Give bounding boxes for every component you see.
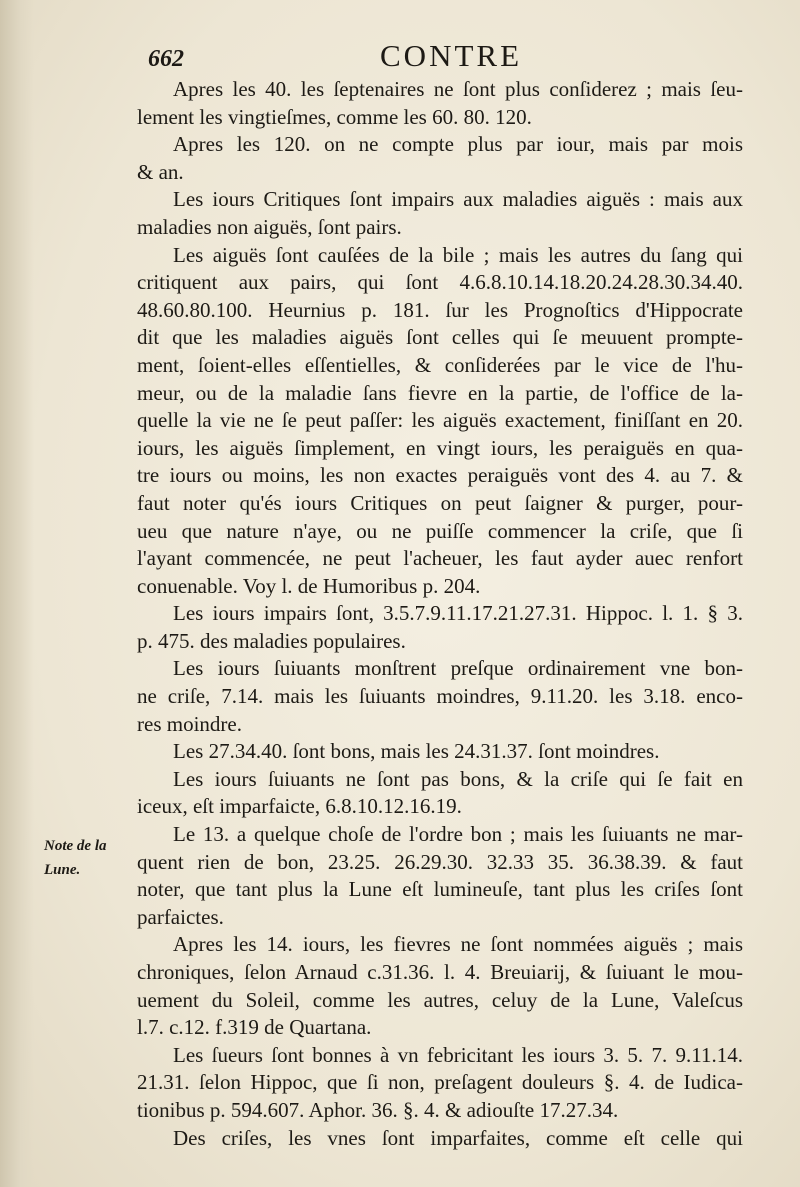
text-line: quelle la vie ne ſe peut paſſer: les aiguës exactement, finiſſant en 20.	[137, 408, 743, 433]
text-line: faut noter qu'és iours Critiques on peut ſaigner & purger, pour-	[137, 490, 743, 515]
text-line: uement du Soleil, comme les autres, celuy de la Lune, Valeſcus	[137, 987, 743, 1012]
text-line: parfaictes.	[137, 904, 224, 929]
text-line: Les ſueurs ſont bonnes à vn febricitant les iours 3. 5. 7. 9.11.14.	[173, 1042, 743, 1067]
text-line: Le 13. a quelque choſe de l'ordre bon ; mais les ſuiuants ne mar-	[173, 822, 743, 847]
page-header	[0, 36, 800, 76]
text-line: Les iours ſuiuants monſtrent preſque ordinairement vne bon-	[173, 656, 743, 681]
text-line: p. 475. des maladies populaires.	[137, 628, 406, 653]
text-line: res moindre.	[137, 711, 242, 736]
text-line: l.7. c.12. f.319 de Quartana.	[137, 1015, 372, 1040]
text-line: lement les vingtieſmes, comme les 60. 80. 120.	[137, 104, 532, 129]
margin-note-line: Note de la	[44, 838, 107, 854]
margin-note-line: Lune.	[44, 862, 81, 878]
text-line: Les iours Critiques ſont impairs aux maladies aiguës : mais aux	[173, 187, 743, 212]
body-text	[137, 76, 743, 1152]
text-line: Des criſes, les vnes ſont imparfaites, comme eſt celle qui	[173, 1125, 743, 1150]
text-line: dit que les maladies aiguës ſont celles qui ſe meuuent prompte-	[137, 325, 743, 350]
text-line: Les iours impairs ſont, 3.5.7.9.11.17.21.27.31. Hippoc. l. 1. § 3.	[173, 601, 743, 626]
text-line: meur, ou de la maladie ſans fievre en la partie, de l'office de la-	[137, 380, 743, 405]
text-line: Apres les 14. iours, les fievres ne ſont nommées aiguës ; mais	[173, 932, 743, 957]
text-line: & an.	[137, 159, 184, 184]
text-line: ment, ſoient-elles eſſentielles, & conſiderées par le vice de l'hu-	[137, 352, 743, 377]
text-line: Apres les 40. les ſeptenaires ne ſont plus conſiderez ; mais ſeu-	[173, 77, 743, 101]
running-title: CONTRE	[380, 38, 522, 73]
text-line: quent rien de bon, 23.25. 26.29.30. 32.33 35. 36.38.39. & faut	[137, 849, 743, 874]
text-line: tionibus p. 594.607. Aphor. 36. §. 4. & adiouſte 17.27.34.	[137, 1097, 619, 1122]
text-line: 21.31. ſelon Hippoc, que ſi non, preſagent douleurs §. 4. de Iudica-	[137, 1070, 743, 1095]
text-line: tre iours ou moins, les non exactes peraiguës vont des 4. au 7. &	[137, 463, 743, 488]
page-number: 662	[148, 46, 184, 72]
text-line: ne criſe, 7.14. mais les ſuiuants moindres, 9.11.20. les 3.18. enco-	[137, 684, 743, 709]
text-line: maladies non aiguës, ſont pairs.	[137, 214, 402, 239]
text-line: conuenable. Voy l. de Humoribus p. 204.	[137, 573, 481, 598]
text-line: noter, que tant plus la Lune eſt lumineuſe, tant plus les criſes ſont	[137, 877, 743, 902]
text-line: l'ayant commencée, ne peut l'acheuer, les faut ayder auec renfort	[137, 546, 743, 571]
margin-note	[44, 834, 134, 882]
text-line: iceux, eſt imparfaicte, 6.8.10.12.16.19.	[137, 794, 462, 819]
text-line: 48.60.80.100. Heurnius p. 181. ſur les Prognoſtics d'Hippocrate	[137, 297, 743, 322]
text-line: ueu que nature n'aye, ou ne puiſſe commencer la criſe, que ſi	[137, 518, 743, 543]
text-line: Les iours ſuiuants ne ſont pas bons, & la criſe qui ſe fait en	[173, 766, 743, 791]
page-gutter-shadow	[0, 0, 34, 1187]
text-line: Les 27.34.40. ſont bons, mais les 24.31.37. ſont moindres.	[173, 739, 660, 764]
text-line: Les aiguës ſont cauſées de la bile ; mais les autres du ſang qui	[173, 242, 743, 267]
text-line: chroniques, ſelon Arnaud c.31.36. l. 4. Breuiarij, & ſuiuant le mou-	[137, 960, 743, 984]
text-line: iours, les aiguës ſimplement, en vingt iours, les peraiguës en qua-	[137, 435, 743, 460]
text-line: critiquent aux pairs, qui ſont 4.6.8.10.14.18.20.24.28.30.34.40.	[137, 270, 743, 295]
text-line: Apres les 120. on ne compte plus par iour, mais par mois	[173, 132, 743, 157]
